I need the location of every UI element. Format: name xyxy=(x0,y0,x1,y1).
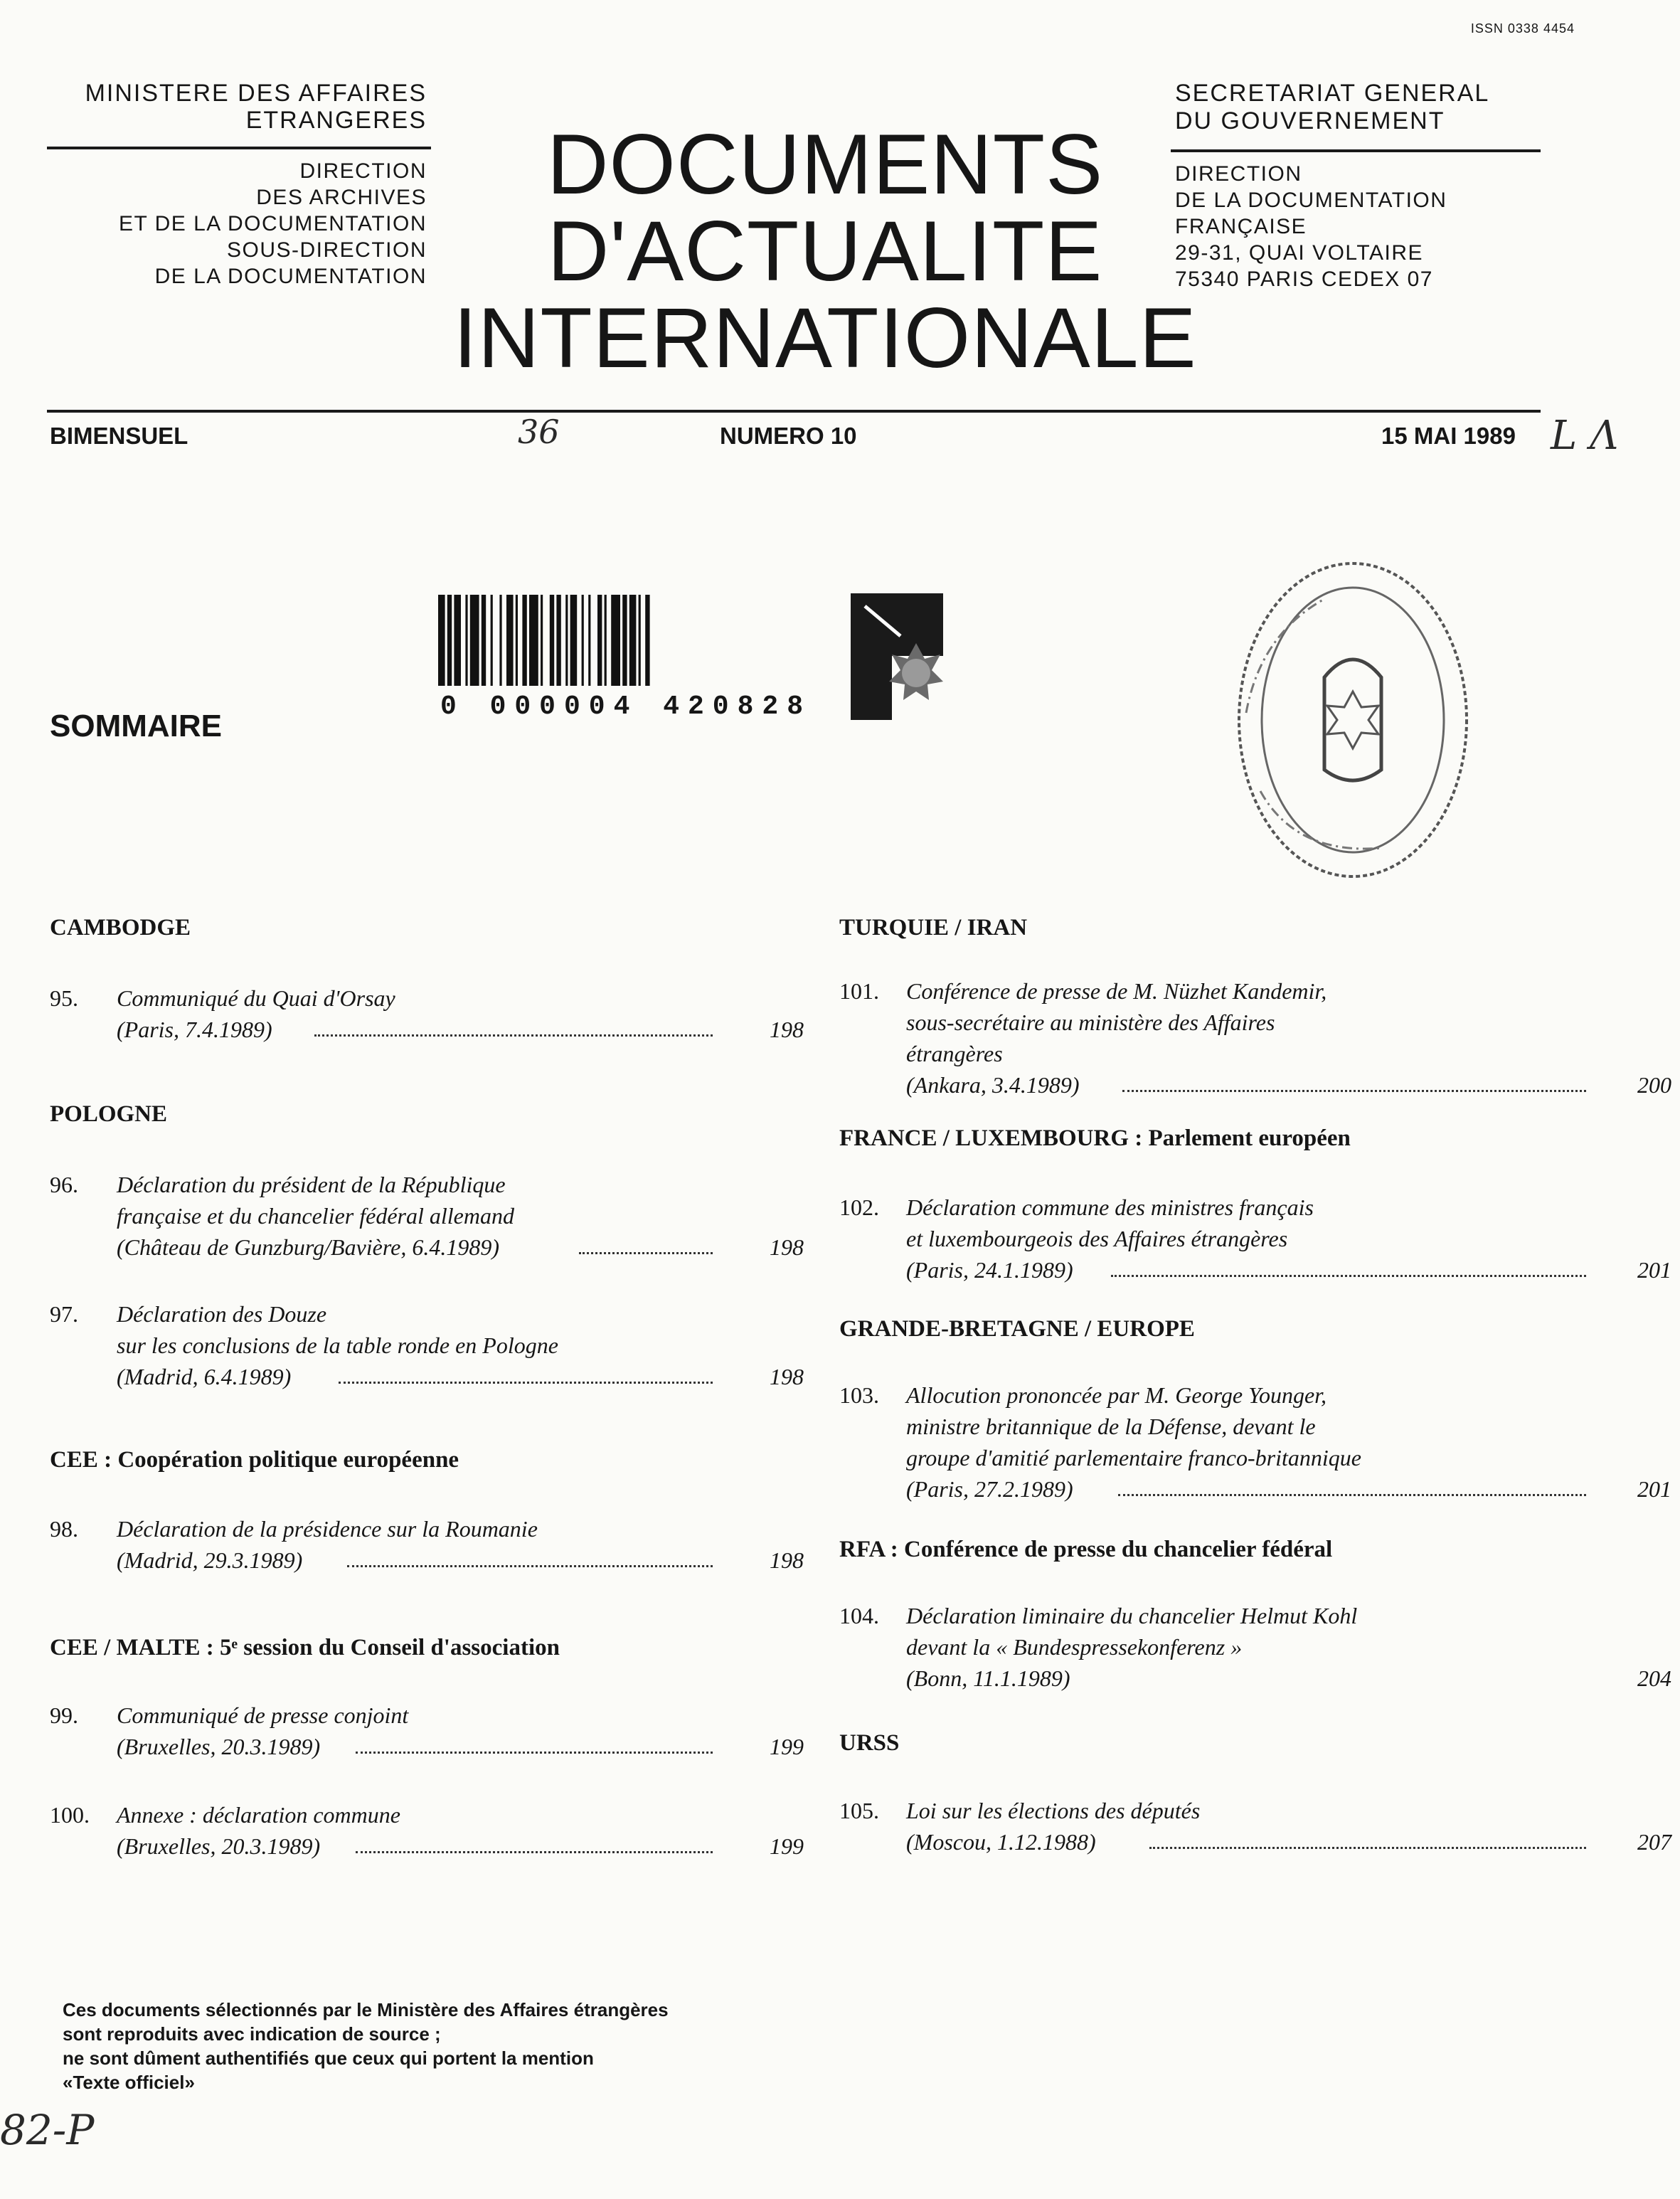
section-heading: CAMBODGE xyxy=(50,915,191,940)
barcode-bar xyxy=(639,595,641,686)
publication-title xyxy=(356,117,1294,386)
barcode-bar xyxy=(556,595,560,686)
dot-leader xyxy=(1118,1494,1586,1496)
barcode-bar xyxy=(516,595,518,686)
dot-leader xyxy=(579,1252,713,1254)
official-seal-stamp-icon xyxy=(1218,556,1474,884)
dot-leader xyxy=(347,1565,713,1567)
entry-line: Communiqué du Quai d'Orsay xyxy=(117,985,395,1011)
entry-line: (Paris, 27.2.1989) xyxy=(906,1476,1073,1502)
entry-line: devant la « Bundespressekonferenz » xyxy=(906,1634,1243,1660)
page-number: 199 xyxy=(770,1734,804,1759)
barcode-digits: 0 000004 420828 xyxy=(440,692,812,722)
entry-line: sur les conclusions de la table ronde en Pologne xyxy=(117,1332,558,1358)
page-number: 199 xyxy=(770,1833,804,1859)
barcode-bar xyxy=(482,595,486,686)
barcode-bar xyxy=(565,595,568,686)
entry-line: Annexe : déclaration commune xyxy=(117,1802,400,1828)
barcode-bar xyxy=(499,595,501,686)
direction-line: SOUS-DIRECTION xyxy=(226,238,427,262)
barcode xyxy=(435,595,818,704)
barcode-bar xyxy=(588,595,590,686)
barcode-bar xyxy=(605,595,607,686)
entry-line: ministre britannique de la Défense, devant le xyxy=(906,1414,1316,1439)
publisher-logo-icon xyxy=(851,593,943,720)
page-number: 201 xyxy=(1637,1257,1671,1283)
footer-line: Ces documents sélectionnés par le Ministère des Affaires étrangères xyxy=(63,1999,669,2020)
handwritten-number: 36 xyxy=(518,413,560,451)
section-heading: FRANCE / LUXEMBOURG : Parlement européen xyxy=(839,1125,1351,1151)
page-number: 198 xyxy=(770,1547,804,1573)
entry-number: 97. xyxy=(50,1301,78,1327)
entry-number: 104. xyxy=(839,1603,879,1628)
barcode-bar xyxy=(529,595,538,686)
barcode-bar xyxy=(447,595,452,686)
entry-line: française et du chancelier fédéral allemand xyxy=(117,1203,514,1229)
dot-leader xyxy=(314,1034,713,1037)
barcode-bar xyxy=(550,595,554,686)
entry-line: Déclaration du président de la République xyxy=(117,1172,506,1197)
barcode-bar xyxy=(454,595,461,686)
entry-line: Déclaration commune des ministres français xyxy=(906,1194,1314,1220)
barcode-bar xyxy=(597,595,602,686)
entry-line: (Ankara, 3.4.1989) xyxy=(906,1072,1080,1098)
frequency-label: BIMENSUEL xyxy=(50,423,188,449)
page-number: 204 xyxy=(1637,1665,1671,1691)
direction-line: DE LA DOCUMENTATION xyxy=(154,265,427,288)
direction-line: DIRECTION xyxy=(299,159,427,183)
barcode-bar xyxy=(470,595,479,686)
footer-line: sont reproduits avec indication de source ; xyxy=(63,2023,441,2045)
entry-line: (Paris, 7.4.1989) xyxy=(117,1017,272,1042)
footer-line: «Texte officiel» xyxy=(63,2072,195,2093)
barcode-bar xyxy=(645,595,649,686)
issn-number: ISSN 0338 4454 xyxy=(1470,21,1575,36)
entry-line: Communiqué de presse conjoint xyxy=(117,1702,409,1728)
entry-line: (Paris, 24.1.1989) xyxy=(906,1257,1073,1283)
section-heading: TURQUIE / IRAN xyxy=(839,915,1028,940)
ministry-line: MINISTERE DES AFFAIRES xyxy=(85,80,427,107)
footer-line: ne sont dûment authentifiés que ceux qui portent la mention xyxy=(63,2047,594,2069)
direction-line: DES ARCHIVES xyxy=(256,186,427,209)
secretariat-line: DU GOUVERNEMENT xyxy=(1175,107,1445,134)
entry-line: (Bruxelles, 20.3.1989) xyxy=(117,1833,321,1859)
ministry-line: ETRANGERES xyxy=(245,107,427,134)
dot-leader xyxy=(356,1752,713,1754)
entry-line: Conférence de presse de M. Nüzhet Kandemir, xyxy=(906,978,1327,1004)
entry-number: 99. xyxy=(50,1702,78,1728)
direction-line: ET DE LA DOCUMENTATION xyxy=(118,212,427,235)
section-heading: POLOGNE xyxy=(50,1101,168,1127)
barcode-bar xyxy=(570,595,578,686)
page-number: 200 xyxy=(1637,1072,1671,1098)
barcode-bar xyxy=(582,595,584,686)
page-number: 198 xyxy=(770,1017,804,1042)
barcode-bar xyxy=(541,595,543,686)
section-heading: CEE / MALTE : 5ᵉ session du Conseil d'association xyxy=(50,1635,560,1660)
barcode-bar xyxy=(622,595,627,686)
entry-number: 105. xyxy=(839,1798,879,1823)
entry-number: 103. xyxy=(839,1382,879,1408)
direction-line: DIRECTION xyxy=(1175,162,1302,186)
dot-leader xyxy=(1149,1847,1586,1849)
title-line: D'ACTUALITE xyxy=(547,203,1103,299)
entry-number: 102. xyxy=(839,1194,879,1220)
direction-line: 29-31, QUAI VOLTAIRE xyxy=(1175,241,1423,265)
barcode-bar xyxy=(506,595,514,686)
entry-line: étrangères xyxy=(906,1041,1003,1066)
sommaire-heading: SOMMAIRE xyxy=(50,709,222,743)
entry-line: (Bonn, 11.1.1989) xyxy=(906,1665,1070,1691)
entry-line: Déclaration liminaire du chancelier Helmut Kohl xyxy=(906,1603,1358,1628)
direction-line: DE LA DOCUMENTATION xyxy=(1175,189,1447,212)
entry-line: groupe d'amitié parlementaire franco-britannique xyxy=(906,1445,1361,1471)
barcode-bar xyxy=(629,595,637,686)
entry-line: (Bruxelles, 20.3.1989) xyxy=(117,1734,321,1759)
entry-number: 95. xyxy=(50,985,78,1011)
entry-line: (Madrid, 6.4.1989) xyxy=(117,1364,292,1389)
page-number: 198 xyxy=(770,1364,804,1389)
entry-number: 100. xyxy=(50,1802,90,1828)
entry-line: Loi sur les élections des députés xyxy=(906,1798,1201,1823)
entry-line: Allocution prononcée par M. George Younger, xyxy=(906,1382,1327,1408)
page-number: 207 xyxy=(1637,1829,1671,1855)
footer-notice xyxy=(63,1998,669,2094)
dot-leader xyxy=(1111,1275,1586,1277)
entry-line: Déclaration des Douze xyxy=(117,1301,327,1327)
masthead-rule xyxy=(47,410,1541,413)
title-line: DOCUMENTS xyxy=(546,117,1104,212)
issue-date: 15 MAI 1989 xyxy=(1381,423,1516,449)
handwritten-margin-note: 82-P xyxy=(0,2106,95,2154)
direction-line: 75340 PARIS CEDEX 07 xyxy=(1175,267,1433,291)
entry-line: et luxembourgeois des Affaires étrangères xyxy=(906,1226,1288,1251)
entry-number: 101. xyxy=(839,978,879,1004)
barcode-bar xyxy=(491,595,493,686)
entry-number: 96. xyxy=(50,1172,78,1197)
secretariat-line: SECRETARIAT GENERAL xyxy=(1175,80,1490,107)
entry-line: (Moscou, 1.12.1988) xyxy=(906,1829,1096,1855)
entry-number: 98. xyxy=(50,1516,78,1542)
section-heading: CEE : Coopération politique européenne xyxy=(50,1447,459,1473)
page-number: 201 xyxy=(1637,1476,1671,1502)
section-heading: RFA : Conférence de presse du chancelier fédéral xyxy=(839,1537,1333,1562)
barcode-bar xyxy=(438,595,445,686)
title-line: INTERNATIONALE xyxy=(453,290,1197,386)
entry-line: (Château de Gunzburg/Bavière, 6.4.1989) xyxy=(117,1234,499,1260)
dot-leader xyxy=(1122,1090,1586,1092)
direction-line: FRANÇAISE xyxy=(1175,215,1307,238)
dot-leader xyxy=(339,1382,713,1384)
entry-line: sous-secrétaire au ministère des Affaires xyxy=(906,1010,1275,1035)
barcode-bar xyxy=(522,595,526,686)
barcode-bar xyxy=(465,595,467,686)
section-heading: GRANDE-BRETAGNE / EUROPE xyxy=(839,1316,1195,1342)
barcode-bar xyxy=(611,595,620,686)
handwritten-mark: L Λ xyxy=(1551,413,1619,459)
entry-line: Déclaration de la présidence sur la Roumanie xyxy=(117,1516,538,1542)
entry-line: (Madrid, 29.3.1989) xyxy=(117,1547,303,1573)
section-heading: URSS xyxy=(839,1730,900,1756)
dot-leader xyxy=(356,1851,713,1853)
page-number: 198 xyxy=(770,1234,804,1260)
issue-number: NUMERO 10 xyxy=(720,423,857,449)
